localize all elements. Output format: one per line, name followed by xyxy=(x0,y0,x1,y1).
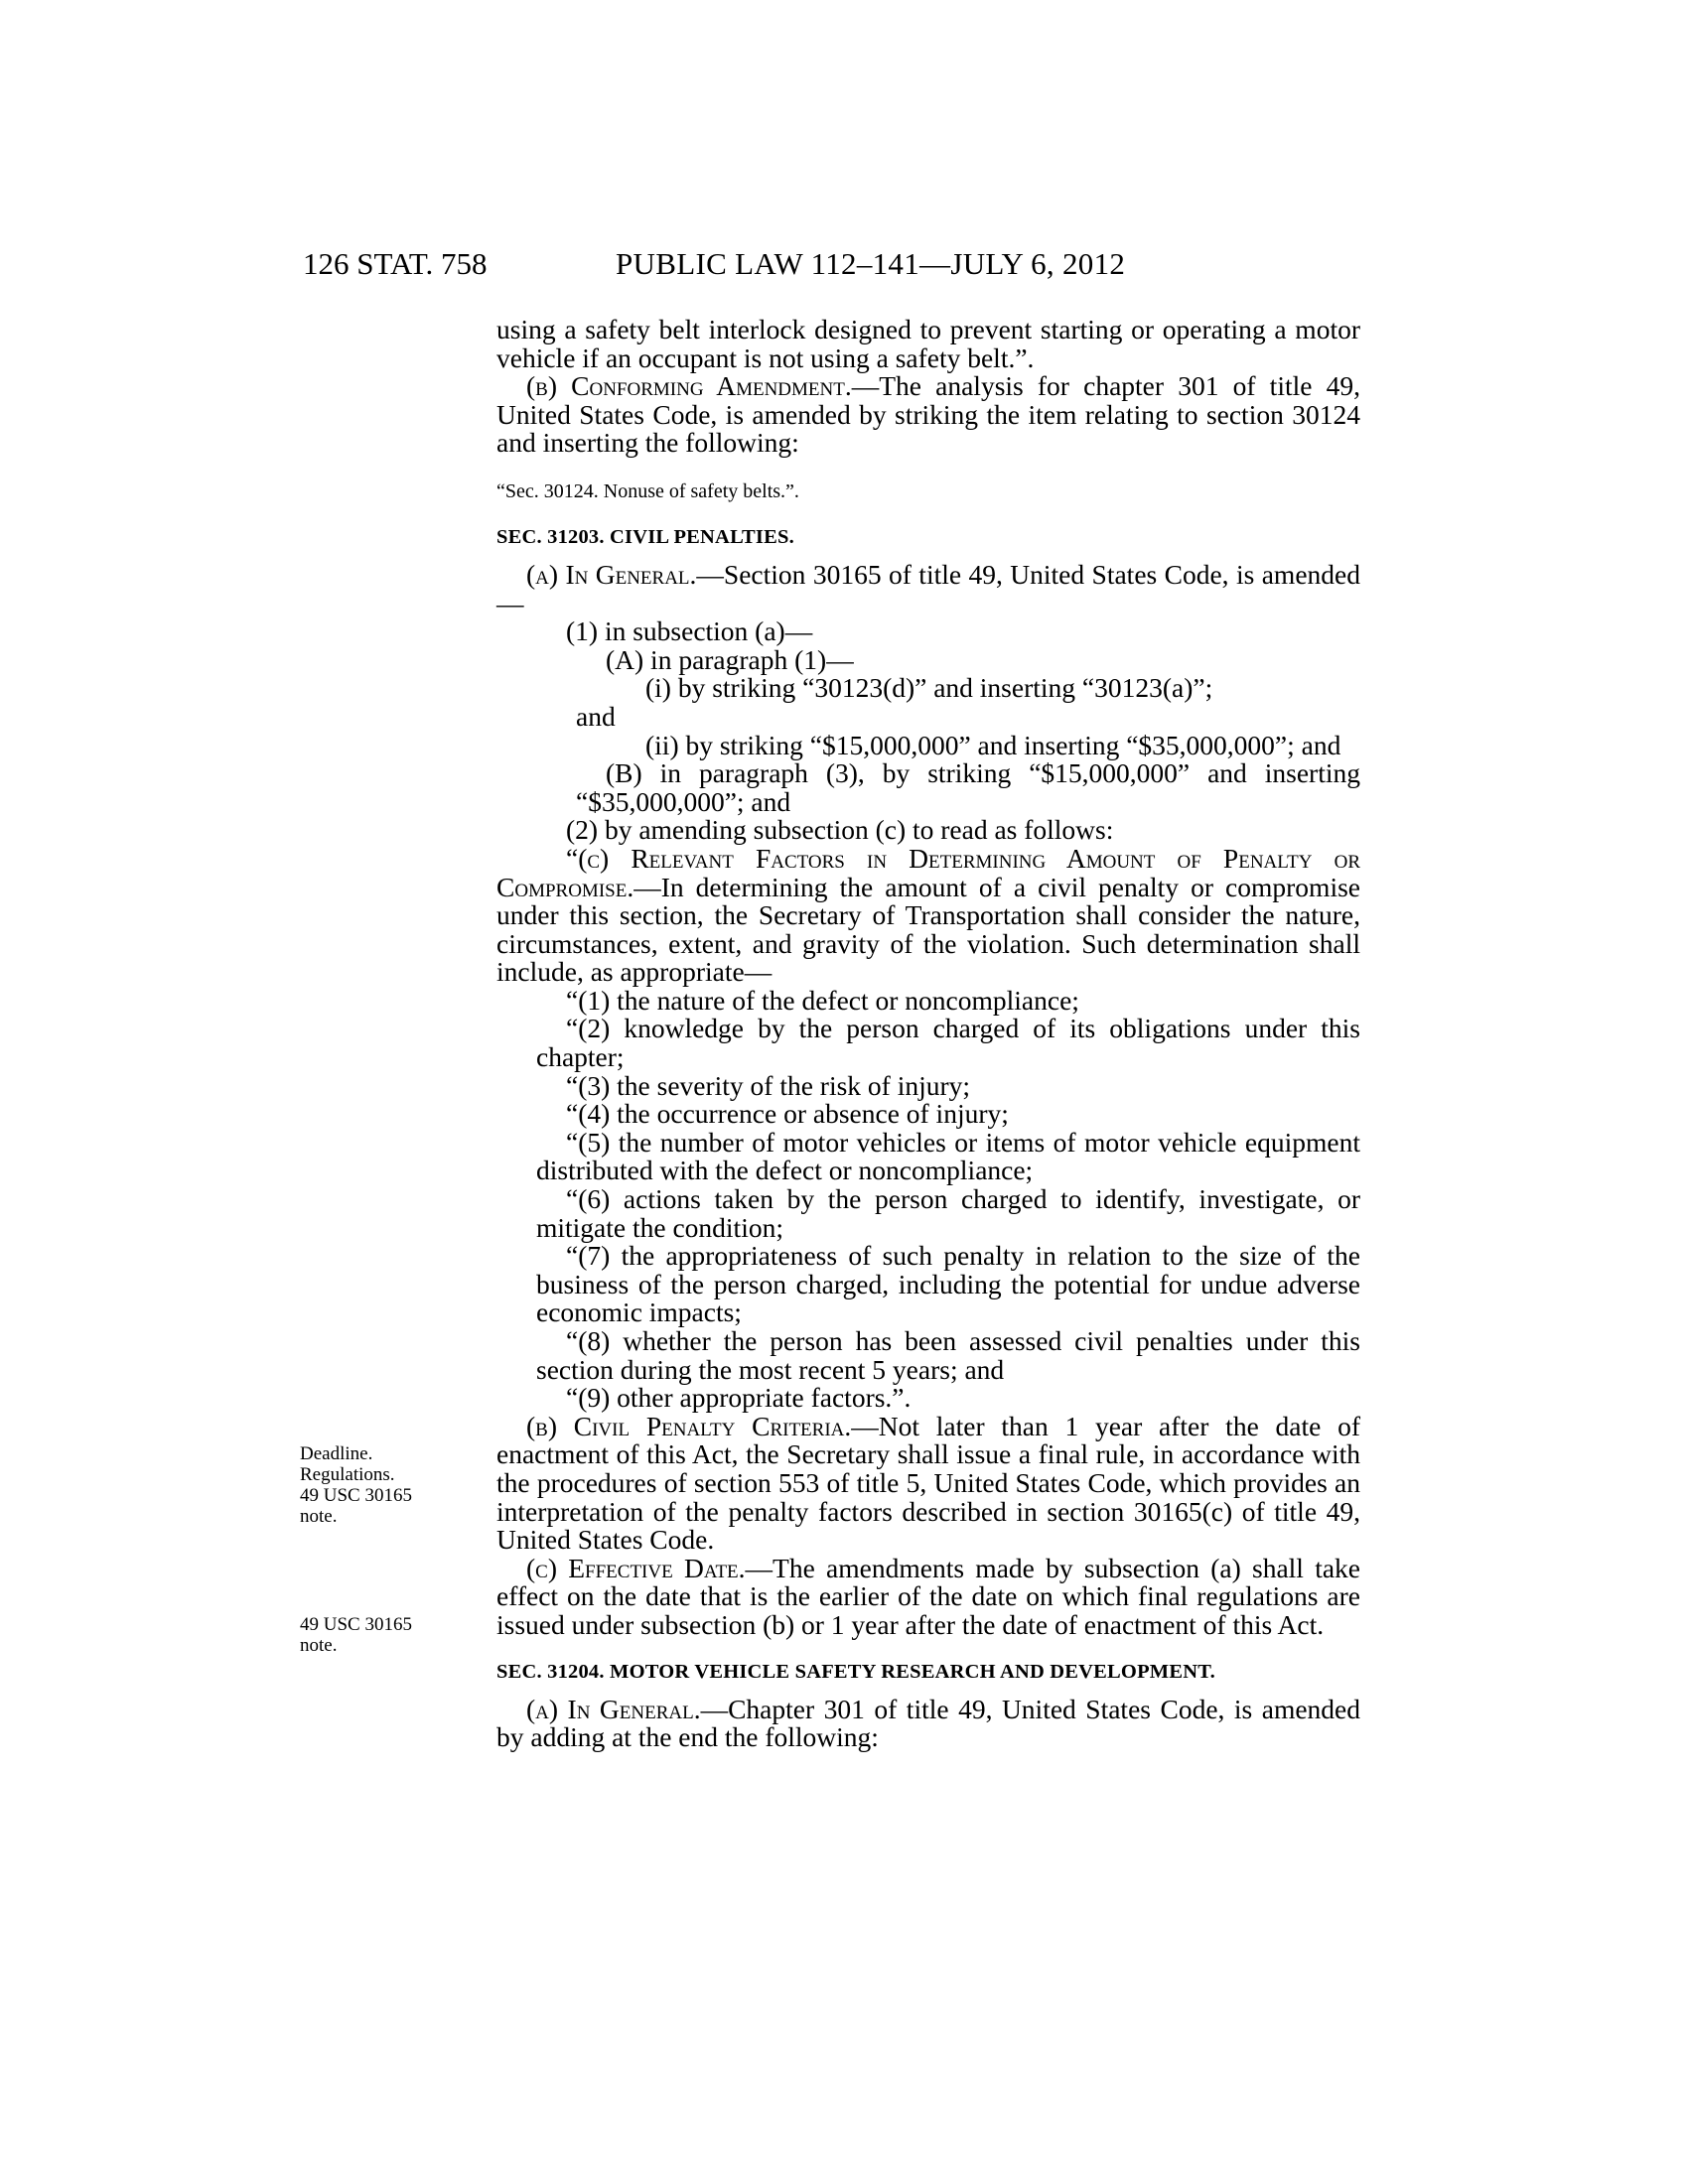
paragraph-conforming-amendment xyxy=(496,372,1360,458)
subsection-a xyxy=(496,558,1360,618)
subsection-heading: (c) Effective Date. xyxy=(526,1552,746,1583)
margin-note-line: 49 USC 30165 xyxy=(300,1485,412,1506)
factor-6: “(6) actions taken by the person charged to identify, investigate, or mitigate the condition; xyxy=(536,1183,1360,1243)
factor-4: “(4) the occurrence or absence of injury; xyxy=(566,1098,1009,1130)
section-heading-31204: SEC. 31204. MOTOR VEHICLE SAFETY RESEARCH AND DEVELOPMENT. xyxy=(496,1660,1215,1683)
factor-5: “(5) the number of motor vehicles or items of motor vehicle equipment distributed with the defect or noncompliance; xyxy=(536,1126,1360,1186)
margin-note-deadline xyxy=(300,1443,449,1527)
factor-2: “(2) knowledge by the person charged of its obligations under this chapter; xyxy=(536,1013,1360,1073)
factor-3: “(3) the severity of the risk of injury; xyxy=(566,1069,971,1101)
table-of-contents-item: “Sec. 30124. Nonuse of safety belts.”. xyxy=(496,479,799,502)
margin-note-line: 49 USC 30165 xyxy=(300,1614,412,1635)
subsection-c-relevant-factors xyxy=(496,842,1360,988)
subsection-b-civil-penalty-criteria xyxy=(496,1410,1360,1556)
running-header-title: PUBLIC LAW 112–141—JULY 6, 2012 xyxy=(616,246,1126,281)
paragraph-1: (1) in subsection (a)— xyxy=(566,615,813,647)
subsection-heading: (b) Conforming Amendment. xyxy=(526,370,852,402)
subparagraph-a: (A) in paragraph (1)— xyxy=(606,643,854,675)
margin-note-line: note. xyxy=(300,1506,338,1527)
subsection-heading: (a) In General. xyxy=(526,558,697,590)
section-heading-31203: SEC. 31203. CIVIL PENALTIES. xyxy=(496,525,794,548)
clause-ii: (ii) by striking “$15,000,000” and inserting “$35,000,000”; and xyxy=(645,729,1341,760)
subsection-text: —The amendments made by subsection (a) shall take effect on the date that is the earlier of the date on which final regulations are issued under subsection (b) or 1 year after the date of enactment of this Act. xyxy=(496,1552,1360,1640)
subsection-heading: “(c) Relevant Factors in Determining Amount of Penalty or Compromise. xyxy=(496,842,1360,902)
body-text xyxy=(496,316,1360,1752)
subsection-text: —The analysis for chapter 301 of title 49, United States Code, is amended by striking the item relating to section 30124 and inserting the following: xyxy=(496,370,1360,459)
factor-7: “(7) the appropriateness of such penalty in relation to the size of the business of the person charged, including the potential for undue adverse economic impacts; xyxy=(536,1240,1360,1328)
subsection-text: —Not later than 1 year after the date of enactment of this Act, the Secretary shall issue a final rule, in accordance with the procedures of section 553 of title 5, United States Code, which provides an interpretation of the penalty factors described in section 30165(c) of title 49, United States Code. xyxy=(496,1410,1360,1556)
subsection-c-effective-date xyxy=(496,1552,1360,1640)
statute-page-number: 126 STAT. 758 xyxy=(303,246,488,281)
subsection-text: —Chapter 301 of title 49, United States Code, is amended by adding at the end the following: xyxy=(496,1693,1360,1753)
subsection-heading: (a) In General. xyxy=(526,1693,701,1724)
factor-1: “(1) the nature of the defect or noncompliance; xyxy=(566,984,1079,1016)
clause-i-continuation: and xyxy=(576,700,616,732)
subsection-text: —Section 30165 of title 49, United States Code, is amended— xyxy=(496,558,1360,618)
factor-9: “(9) other appropriate factors.”. xyxy=(566,1382,912,1414)
subsection-a-in-general xyxy=(496,1693,1360,1753)
paragraph: using a safety belt interlock designed to prevent starting or operating a motor vehicle if an occupant is not using a safety belt.”. xyxy=(496,314,1360,373)
paragraph-2: (2) by amending subsection (c) to read as follows: xyxy=(566,814,1114,846)
margin-note-usc xyxy=(300,1614,449,1656)
margin-note-line: note. xyxy=(300,1635,338,1656)
clause-i: (i) by striking “30123(d)” and inserting “30123(a)”; xyxy=(645,672,1213,704)
subsection-heading: (b) Civil Penalty Criteria. xyxy=(526,1410,852,1441)
subparagraph-b: (B) in paragraph (3), by striking “$15,000,000” and inserting “$35,000,000”; and xyxy=(576,757,1360,817)
subsection-text: —In determining the amount of a civil penalty or compromise under this section, the Secretary of Transportation shall consider the nature, circumstances, extent, and gravity of the violation. Such determination shall include, as appropriate— xyxy=(496,871,1360,988)
margin-note-line: Regulations. xyxy=(300,1464,395,1485)
margin-note-line: Deadline. xyxy=(300,1443,373,1464)
factor-8: “(8) whether the person has been assessed civil penalties under this section during the most recent 5 years; and xyxy=(536,1325,1360,1385)
